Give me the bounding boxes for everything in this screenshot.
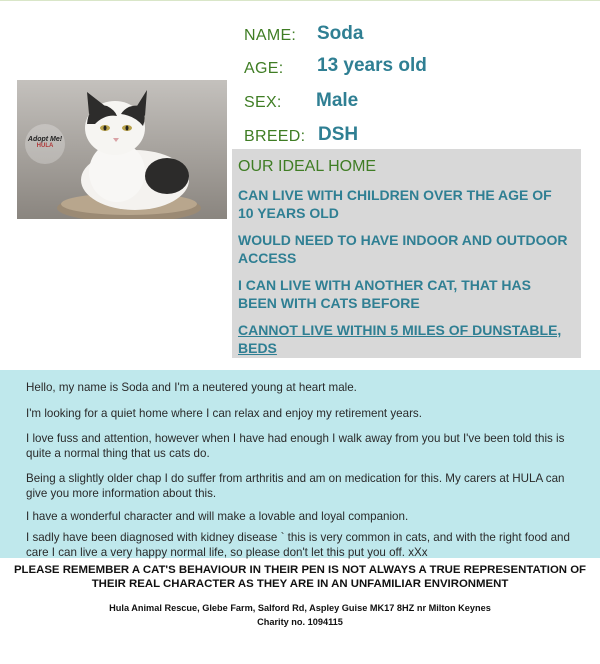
breed-row	[244, 124, 584, 152]
ideal-home-item: WOULD NEED TO HAVE INDOOR AND OUTDOOR ACCESS	[238, 232, 568, 266]
behaviour-warning: PLEASE REMEMBER A CAT'S BEHAVIOUR IN THEIR PEN IS NOT ALWAYS A TRUE REPRESENTATION OF THEIR REAL CHARACTER AS THEY ARE IN AN UNFAMILIAR ENVIRONMENT	[13, 564, 587, 590]
name-label: NAME:	[244, 27, 297, 44]
about-paragraph: I have a wonderful character and will make a lovable and loyal companion.	[26, 510, 409, 523]
ideal-home-box	[232, 149, 581, 358]
top-border	[0, 0, 600, 1]
breed-value: DSH	[318, 124, 359, 145]
age-value: 13 years old	[317, 55, 427, 76]
age-label: AGE:	[244, 60, 284, 77]
sex-value: Male	[316, 90, 359, 111]
about-paragraph: I'm looking for a quiet home where I can relax and enjoy my retirement years.	[26, 407, 422, 420]
charity-number: Charity no. 1094115	[257, 617, 343, 627]
about-paragraph: Hello, my name is Soda and I'm a neutered young at heart male.	[26, 381, 357, 394]
sex-label: SEX:	[244, 94, 282, 111]
name-value: Soda	[317, 23, 364, 44]
ideal-home-item: CAN LIVE WITH CHILDREN OVER THE AGE OF 10 YEARS OLD	[238, 187, 552, 221]
cat-photo	[17, 80, 227, 219]
sex-row	[244, 90, 584, 118]
adopt-me-logo	[25, 124, 65, 164]
about-section	[0, 370, 600, 558]
rescue-address: Hula Animal Rescue, Glebe Farm, Salford Rd, Aspley Guise MK17 8HZ nr Milton Keynes	[109, 603, 491, 613]
about-paragraph: I sadly have been diagnosed with kidney disease ` this is very common in cats, and with the right food and care I can live a very happy normal life, so please don't let this put you off. xXx	[26, 531, 570, 559]
adopt-me-logo-text: Adopt Me!	[27, 136, 63, 143]
about-paragraph: Being a slightly older chap I do suffer from arthritis and am on medication for this. My carers at HULA can give you more information about this.	[26, 472, 565, 500]
ideal-home-title: OUR IDEAL HOME	[238, 158, 377, 175]
about-paragraph: I love fuss and attention, however when I have had enough I walk away from you but I've been told this is quite a normal thing that us cats do.	[26, 432, 565, 460]
age-row	[244, 55, 584, 83]
ideal-home-item: CANNOT LIVE WITHIN 5 MILES OF DUNSTABLE, BEDS	[238, 322, 562, 356]
breed-label: BREED:	[244, 128, 306, 145]
ideal-home-item: I CAN LIVE WITH ANOTHER CAT, THAT HAS BEEN WITH CATS BEFORE	[238, 277, 531, 311]
name-row	[244, 23, 584, 51]
hula-logo-text: HULA	[36, 143, 54, 149]
